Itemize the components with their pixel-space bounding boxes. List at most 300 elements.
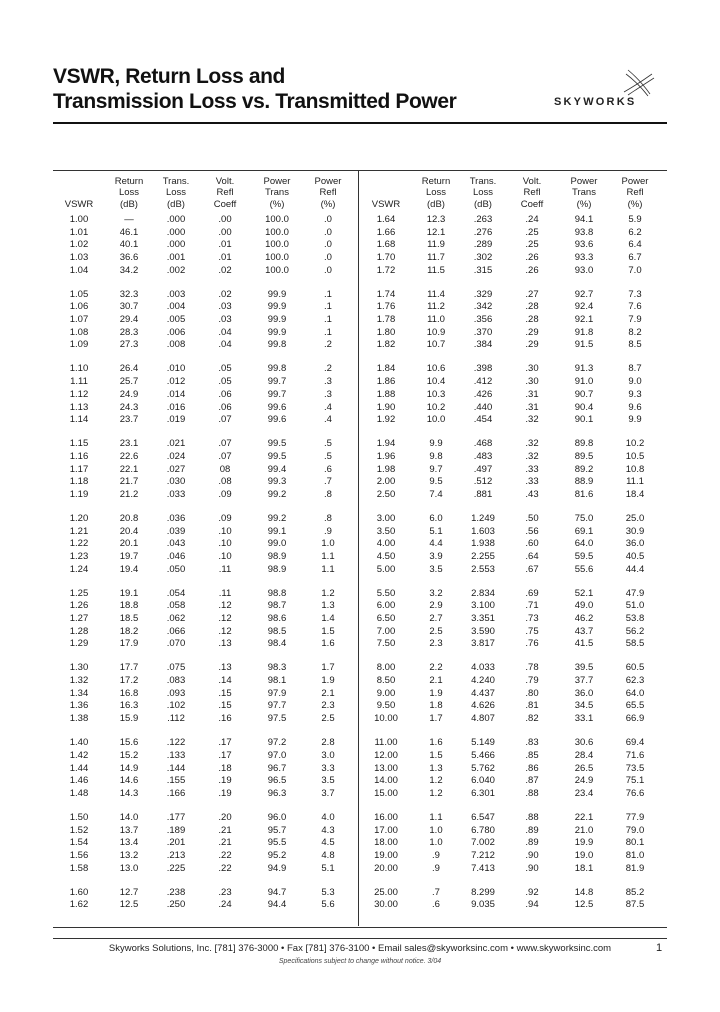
table-row — [53, 863, 358, 876]
cell-volt-refl-coeff: .02 — [218, 264, 232, 276]
cell-vswr: 9.50 — [376, 700, 396, 712]
cell-vswr: 1.04 — [69, 264, 89, 276]
table-row — [53, 675, 358, 688]
header-volt-refl-coeff: Volt. Refl Coeff — [520, 175, 544, 210]
cell-trans-loss: .066 — [166, 625, 186, 637]
cell-trans-loss: .083 — [166, 675, 186, 687]
table-row — [360, 763, 667, 776]
table-row — [360, 812, 667, 825]
cell-volt-refl-coeff: .26 — [525, 252, 539, 264]
cell-return-loss: 1.9 — [429, 687, 443, 699]
cell-volt-refl-coeff: .09 — [218, 488, 232, 500]
cell-return-loss: 30.7 — [119, 301, 139, 313]
cell-vswr: 1.52 — [69, 824, 89, 836]
cell-return-loss: 12.1 — [426, 226, 446, 238]
cell-power-trans: 99.9 — [267, 314, 287, 326]
cell-volt-refl-coeff: .32 — [525, 450, 539, 462]
table-row — [53, 526, 358, 539]
cell-vswr: 1.80 — [376, 326, 396, 338]
cell-power-trans: 93.0 — [574, 264, 594, 276]
cell-vswr: 1.46 — [69, 775, 89, 787]
vswr-table-right — [360, 172, 667, 923]
cell-trans-loss: 4.437 — [471, 687, 495, 699]
header-trans-loss: Trans. Loss (dB) — [162, 175, 190, 210]
header-power-refl: Power Refl (%) — [621, 175, 649, 210]
cell-power-refl: 4.3 — [321, 824, 335, 836]
cell-trans-loss: .512 — [473, 476, 493, 488]
cell-volt-refl-coeff: .10 — [218, 538, 232, 550]
cell-trans-loss: 9.035 — [471, 899, 495, 911]
table-row — [360, 564, 667, 577]
cell-vswr: 1.15 — [69, 438, 89, 450]
cell-vswr: 1.01 — [69, 226, 89, 238]
cell-return-loss: 1.2 — [429, 787, 443, 799]
cell-volt-refl-coeff: .05 — [218, 363, 232, 375]
cell-power-refl: 40.5 — [625, 551, 645, 562]
cell-volt-refl-coeff: .64 — [525, 551, 539, 562]
cell-vswr: 7.50 — [376, 638, 396, 650]
cell-power-refl: 62.3 — [625, 675, 645, 687]
table-row — [53, 750, 358, 763]
cell-return-loss: 24.3 — [119, 401, 139, 413]
cell-vswr: 1.05 — [69, 288, 89, 300]
cell-return-loss: 10.3 — [426, 388, 446, 400]
cell-power-trans: 89.5 — [574, 450, 594, 462]
cell-volt-refl-coeff: .06 — [218, 388, 232, 400]
row-group — [360, 513, 667, 576]
cell-volt-refl-coeff: .06 — [218, 401, 232, 413]
cell-trans-loss: .058 — [166, 600, 186, 612]
cell-volt-refl-coeff: .04 — [218, 326, 232, 338]
table-row — [360, 626, 667, 639]
cell-trans-loss: .342 — [473, 301, 493, 313]
cell-return-loss: 12.7 — [119, 886, 139, 898]
cell-power-refl: 75.1 — [625, 775, 645, 787]
cell-trans-loss: .043 — [166, 538, 186, 550]
cell-power-trans: 96.0 — [267, 811, 287, 823]
table-row — [53, 214, 358, 227]
cell-power-refl: 1.3 — [321, 600, 335, 612]
cell-volt-refl-coeff: .21 — [218, 837, 232, 849]
cell-return-loss: 36.6 — [119, 252, 139, 264]
table-row — [360, 588, 667, 601]
cell-volt-refl-coeff: .30 — [525, 363, 539, 375]
table-row — [360, 700, 667, 713]
cell-return-loss: 19.4 — [119, 563, 139, 575]
cell-power-trans: 36.0 — [574, 687, 594, 699]
cell-volt-refl-coeff: .90 — [525, 862, 539, 874]
cell-power-trans: 100.0 — [265, 252, 289, 264]
cell-power-trans: 99.2 — [267, 512, 287, 524]
footer-contact: Skyworks Solutions, Inc. [781] 376-3000 • Fax [781] 376-3100 • Email sales@skyworksinc.com • www.skyworksinc.com — [108, 943, 612, 954]
cell-trans-loss: .263 — [473, 214, 493, 225]
cell-volt-refl-coeff: .85 — [525, 749, 539, 761]
cell-trans-loss: .468 — [473, 438, 493, 450]
header-volt-refl-coeff: Volt. Refl Coeff — [213, 175, 237, 210]
cell-power-refl: 1.5 — [321, 625, 335, 637]
cell-return-loss: 20.1 — [119, 538, 139, 550]
cell-trans-loss: 8.299 — [471, 886, 495, 898]
cell-trans-loss: .483 — [473, 450, 493, 462]
cell-vswr: 1.84 — [376, 363, 396, 375]
table-row — [360, 526, 667, 539]
cell-volt-refl-coeff: .22 — [218, 849, 232, 861]
cell-volt-refl-coeff: .17 — [218, 749, 232, 761]
cell-vswr: 1.70 — [376, 252, 396, 264]
cell-vswr: 16.00 — [374, 811, 398, 823]
table-row — [53, 389, 358, 402]
cell-power-refl: 8.5 — [628, 339, 642, 351]
table-row — [53, 638, 358, 651]
cell-vswr: 11.00 — [374, 737, 398, 749]
cell-power-trans: 90.1 — [574, 414, 594, 426]
cell-power-refl: .5 — [324, 450, 332, 462]
header-power-trans: Power Trans (%) — [570, 175, 598, 210]
row-group — [360, 887, 667, 912]
cell-return-loss: 5.1 — [429, 525, 443, 537]
cell-vswr: 1.42 — [69, 749, 89, 761]
cell-volt-refl-coeff: .71 — [525, 600, 539, 612]
cell-trans-loss: 1.249 — [471, 512, 495, 524]
cell-volt-refl-coeff: .04 — [218, 339, 232, 351]
cell-power-refl: 47.9 — [625, 587, 645, 599]
table-row — [360, 402, 667, 415]
cell-return-loss: 24.9 — [119, 388, 139, 400]
cell-power-refl: 71.6 — [625, 749, 645, 761]
cell-return-loss: 1.5 — [429, 749, 443, 761]
cell-power-refl: .2 — [324, 363, 332, 375]
cell-power-trans: 46.2 — [574, 613, 594, 625]
cell-trans-loss: .213 — [166, 849, 186, 861]
cell-volt-refl-coeff: .31 — [525, 401, 539, 413]
cell-power-trans: 59.5 — [574, 551, 594, 562]
table-row — [360, 214, 667, 227]
cell-return-loss: 2.5 — [429, 625, 443, 637]
cell-volt-refl-coeff: .82 — [525, 713, 539, 725]
cell-vswr: 1.26 — [69, 600, 89, 612]
cell-power-trans: 95.2 — [267, 849, 287, 861]
cell-power-refl: 10.8 — [625, 463, 645, 475]
cell-power-refl: .8 — [324, 488, 332, 500]
cell-return-loss: 15.9 — [119, 713, 139, 725]
cell-power-refl: 64.0 — [625, 687, 645, 699]
cell-vswr: 1.22 — [69, 538, 89, 550]
cell-return-loss: 13.4 — [119, 837, 139, 849]
cell-vswr: 18.00 — [374, 837, 398, 849]
table-row — [53, 564, 358, 577]
table-row — [53, 538, 358, 551]
cell-power-trans: 98.8 — [267, 587, 287, 599]
cell-vswr: 1.50 — [69, 811, 89, 823]
cell-power-refl: 6.4 — [628, 239, 642, 251]
table-row — [360, 438, 667, 451]
cell-power-trans: 99.8 — [267, 363, 287, 375]
page-title — [53, 64, 456, 114]
footer-note: Specifications subject to change without notice. 3/04 — [278, 958, 442, 965]
cell-trans-loss: 7.413 — [471, 862, 495, 874]
cell-power-trans: 97.2 — [267, 737, 287, 749]
cell-power-trans: 43.7 — [574, 625, 594, 637]
cell-trans-loss: .201 — [166, 837, 186, 849]
cell-volt-refl-coeff: .10 — [218, 551, 232, 562]
table-row — [360, 538, 667, 551]
cell-power-trans: 99.9 — [267, 326, 287, 338]
cell-trans-loss: .881 — [473, 488, 493, 500]
cell-power-trans: 88.9 — [574, 476, 594, 488]
cell-power-trans: 39.5 — [574, 662, 594, 674]
header-vswr: VSWR — [64, 198, 94, 210]
cell-volt-refl-coeff: .00 — [218, 226, 232, 238]
cell-return-loss: 22.6 — [119, 450, 139, 462]
cell-vswr: 1.68 — [376, 239, 396, 251]
cell-volt-refl-coeff: .73 — [525, 613, 539, 625]
cell-power-trans: 100.0 — [265, 226, 289, 238]
cell-volt-refl-coeff: .78 — [525, 662, 539, 674]
cell-vswr: 4.00 — [376, 538, 396, 550]
cell-vswr: 1.60 — [69, 886, 89, 898]
cell-volt-refl-coeff: .13 — [218, 638, 232, 650]
table-row — [53, 713, 358, 726]
cell-trans-loss: 5.762 — [471, 762, 495, 774]
cell-power-trans: 99.2 — [267, 488, 287, 500]
cell-power-refl: 5.1 — [321, 862, 335, 874]
row-group — [360, 812, 667, 875]
cell-power-trans: 96.7 — [267, 762, 287, 774]
cell-power-refl: 53.8 — [625, 613, 645, 625]
cell-return-loss: 3.5 — [429, 563, 443, 575]
cell-vswr: 20.00 — [374, 862, 398, 874]
cell-vswr: 1.14 — [69, 414, 89, 426]
cell-trans-loss: .497 — [473, 463, 493, 475]
row-group — [360, 214, 667, 277]
cell-power-trans: 99.7 — [267, 376, 287, 388]
cell-return-loss: 1.6 — [429, 737, 443, 749]
table-row — [53, 600, 358, 613]
cell-power-trans: 99.5 — [267, 450, 287, 462]
vswr-table-left — [53, 172, 358, 923]
cell-vswr: 14.00 — [374, 775, 398, 787]
cell-power-trans: 89.2 — [574, 463, 594, 475]
cell-power-trans: 91.3 — [574, 363, 594, 375]
table-row — [53, 438, 358, 451]
table-row — [53, 775, 358, 788]
cell-vswr: 3.00 — [376, 512, 396, 524]
cell-power-refl: 87.5 — [625, 899, 645, 911]
cell-vswr: 25.00 — [374, 886, 398, 898]
cell-volt-refl-coeff: .33 — [525, 463, 539, 475]
row-group — [360, 363, 667, 426]
cell-vswr: 1.62 — [69, 899, 89, 911]
cell-vswr: 10.00 — [374, 713, 398, 725]
cell-power-trans: 91.5 — [574, 339, 594, 351]
cell-return-loss: 1.7 — [429, 713, 443, 725]
cell-power-refl: .8 — [324, 512, 332, 524]
cell-return-loss: 15.2 — [119, 749, 139, 761]
cell-return-loss: 18.5 — [119, 613, 139, 625]
cell-vswr: 1.29 — [69, 638, 89, 650]
cell-power-refl: 8.2 — [628, 326, 642, 338]
cell-return-loss: 10.7 — [426, 339, 446, 351]
cell-return-loss: 18.8 — [119, 600, 139, 612]
cell-volt-refl-coeff: .20 — [218, 811, 232, 823]
cell-volt-refl-coeff: .01 — [218, 252, 232, 264]
cell-power-refl: 7.0 — [628, 264, 642, 276]
table-row — [53, 476, 358, 489]
cell-power-refl: .4 — [324, 401, 332, 413]
cell-power-refl: 5.9 — [628, 214, 642, 225]
cell-volt-refl-coeff: .86 — [525, 762, 539, 774]
cell-return-loss: 10.9 — [426, 326, 446, 338]
cell-trans-loss: 3.351 — [471, 613, 495, 625]
cell-power-refl: .1 — [324, 314, 332, 326]
title-line-2: Transmission Loss vs. Transmitted Power — [53, 90, 457, 113]
table-row — [360, 662, 667, 675]
cell-power-refl: .0 — [324, 226, 332, 238]
cell-power-refl: 9.6 — [628, 401, 642, 413]
table-header-left — [53, 172, 358, 210]
table-row — [53, 551, 358, 564]
table-row — [53, 451, 358, 464]
cell-vswr: 12.00 — [374, 749, 398, 761]
cell-power-trans: 98.1 — [267, 675, 287, 687]
cell-power-refl: 4.0 — [321, 811, 335, 823]
cell-trans-loss: .426 — [473, 388, 493, 400]
cell-volt-refl-coeff: .16 — [218, 713, 232, 725]
cell-power-trans: 94.1 — [574, 214, 594, 225]
cell-trans-loss: .016 — [166, 401, 186, 413]
cell-return-loss: 28.3 — [119, 326, 139, 338]
cell-vswr: 2.00 — [376, 476, 396, 488]
cell-power-trans: 94.7 — [267, 886, 287, 898]
table-row — [53, 763, 358, 776]
cell-power-trans: 69.1 — [574, 525, 594, 537]
cell-return-loss: 1.8 — [429, 700, 443, 712]
cell-return-loss: 7.4 — [429, 488, 443, 500]
cell-vswr: 1.76 — [376, 301, 396, 313]
cell-power-refl: 69.4 — [625, 737, 645, 749]
page-number: 1 — [656, 942, 663, 954]
cell-trans-loss: 3.817 — [471, 638, 495, 650]
cell-power-trans: 100.0 — [265, 214, 289, 225]
cell-power-refl: 7.9 — [628, 314, 642, 326]
cell-return-loss: 2.3 — [429, 638, 443, 650]
cell-power-trans: 98.9 — [267, 551, 287, 562]
cell-vswr: 1.44 — [69, 762, 89, 774]
table-row — [360, 314, 667, 327]
cell-power-refl: 9.3 — [628, 388, 642, 400]
cell-power-refl: 3.7 — [321, 787, 335, 799]
cell-power-trans: 99.9 — [267, 288, 287, 300]
cell-volt-refl-coeff: .94 — [525, 899, 539, 911]
table-row — [53, 363, 358, 376]
cell-trans-loss: .002 — [166, 264, 186, 276]
cell-power-trans: 99.6 — [267, 401, 287, 413]
cell-power-refl: 2.3 — [321, 700, 335, 712]
cell-power-trans: 92.4 — [574, 301, 594, 313]
cell-volt-refl-coeff: .67 — [525, 563, 539, 575]
cell-return-loss: 1.0 — [429, 837, 443, 849]
cell-return-loss: 11.2 — [427, 301, 445, 313]
cell-vswr: 1.58 — [69, 862, 89, 874]
cell-trans-loss: .276 — [473, 226, 493, 238]
cell-power-trans: 91.8 — [574, 326, 594, 338]
cell-volt-refl-coeff: .12 — [218, 625, 232, 637]
cell-volt-refl-coeff: .03 — [218, 314, 232, 326]
table-row — [360, 301, 667, 314]
cell-trans-loss: .133 — [166, 749, 186, 761]
cell-trans-loss: .454 — [473, 414, 493, 426]
cell-vswr: 1.72 — [376, 264, 396, 276]
cell-vswr: 6.50 — [376, 613, 396, 625]
cell-power-trans: 14.8 — [574, 886, 594, 898]
cell-volt-refl-coeff: .92 — [525, 886, 539, 898]
table-row — [53, 688, 358, 701]
cell-power-refl: 4.8 — [321, 849, 335, 861]
row-group — [53, 214, 358, 277]
cell-power-refl: 1.0 — [321, 538, 335, 550]
cell-power-refl: 85.2 — [625, 886, 645, 898]
cell-trans-loss: 7.002 — [471, 837, 495, 849]
cell-volt-refl-coeff: .19 — [218, 787, 232, 799]
cell-return-loss: 12.5 — [119, 899, 139, 911]
cell-volt-refl-coeff: .22 — [218, 862, 232, 874]
table-row — [360, 327, 667, 340]
cell-return-loss: 9.7 — [429, 463, 443, 475]
header-trans-loss: Trans. Loss (dB) — [469, 175, 497, 210]
cell-vswr: 1.34 — [69, 687, 89, 699]
cell-vswr: 1.13 — [69, 401, 89, 413]
cell-volt-refl-coeff: .32 — [525, 414, 539, 426]
cell-volt-refl-coeff: .43 — [525, 488, 539, 500]
row-group — [53, 588, 358, 651]
table-row — [53, 513, 358, 526]
table-row — [360, 863, 667, 876]
table-row — [360, 737, 667, 750]
cell-volt-refl-coeff: .09 — [218, 512, 232, 524]
cell-volt-refl-coeff: .10 — [218, 525, 232, 537]
cell-volt-refl-coeff: .18 — [218, 762, 232, 774]
cell-power-refl: 2.1 — [321, 687, 335, 699]
cell-power-refl: .6 — [324, 463, 332, 475]
table-row — [360, 825, 667, 838]
cell-vswr: 1.38 — [69, 713, 89, 725]
cell-trans-loss: .027 — [166, 463, 186, 475]
cell-return-loss: 13.0 — [119, 862, 139, 874]
cell-vswr: 1.07 — [69, 314, 89, 326]
cell-return-loss: 11.7 — [427, 252, 445, 264]
table-row — [53, 899, 358, 912]
row-group — [360, 588, 667, 651]
cell-power-refl: .3 — [324, 388, 332, 400]
cell-vswr: 1.66 — [376, 226, 396, 238]
cell-power-refl: 30.9 — [625, 525, 645, 537]
cell-power-trans: 99.8 — [267, 339, 287, 351]
table-row — [360, 513, 667, 526]
cell-power-refl: .1 — [324, 288, 332, 300]
cell-volt-refl-coeff: .02 — [218, 288, 232, 300]
cell-vswr: 1.03 — [69, 252, 89, 264]
cell-vswr: 1.24 — [69, 563, 89, 575]
cell-power-refl: 80.1 — [625, 837, 645, 849]
title-line-1: VSWR, Return Loss and — [53, 65, 285, 88]
cell-power-trans: 49.0 — [574, 600, 594, 612]
cell-vswr: 1.11 — [70, 376, 88, 388]
table-row — [360, 613, 667, 626]
cell-trans-loss: 6.040 — [471, 775, 495, 787]
cell-return-loss: 18.2 — [119, 625, 139, 637]
header-return-loss: Return Loss (dB) — [114, 175, 144, 210]
cell-volt-refl-coeff: .29 — [525, 326, 539, 338]
